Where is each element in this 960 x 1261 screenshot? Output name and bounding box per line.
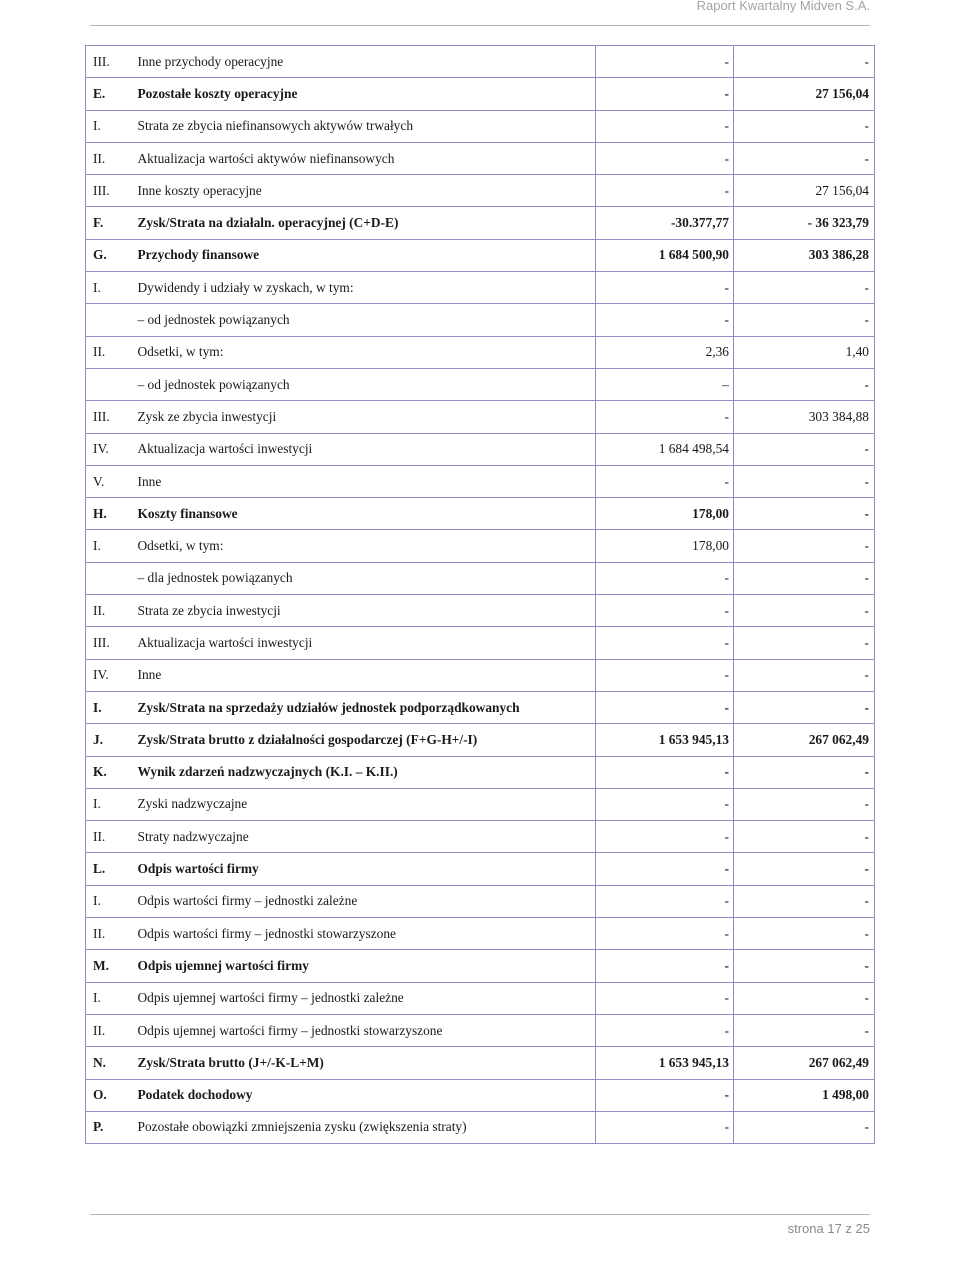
row-value-previous: - <box>734 885 875 917</box>
row-label: Odpis wartości firmy – jednostki stowarzyszone <box>133 918 596 950</box>
row-value-previous: - <box>734 110 875 142</box>
row-value-current: -30.377,77 <box>596 207 734 239</box>
row-code: III. <box>86 46 133 78</box>
table-row <box>86 304 875 336</box>
table-row <box>86 691 875 723</box>
table-row <box>86 756 875 788</box>
page-number: strona 17 z 25 <box>787 1221 870 1236</box>
row-label: Koszty finansowe <box>133 498 596 530</box>
row-code: L. <box>86 853 133 885</box>
table-row <box>86 853 875 885</box>
table-row <box>86 142 875 174</box>
row-value-current: - <box>596 821 734 853</box>
row-label: Pozostałe obowiązki zmniejszenia zysku (zwiększenia straty) <box>133 1111 596 1143</box>
row-value-current: - <box>596 1014 734 1046</box>
row-value-previous: - <box>734 1014 875 1046</box>
row-label: Zysk/Strata na sprzedaży udziałów jednostek podporządkowanych <box>133 691 596 723</box>
table-row <box>86 1014 875 1046</box>
row-code: III. <box>86 627 133 659</box>
table-row <box>86 788 875 820</box>
row-value-previous: - <box>734 465 875 497</box>
row-value-current: - <box>596 659 734 691</box>
row-code: I. <box>86 110 133 142</box>
row-label: Wynik zdarzeń nadzwyczajnych (K.I. – K.II.) <box>133 756 596 788</box>
row-value-current: - <box>596 595 734 627</box>
row-code <box>86 368 133 400</box>
row-code: I. <box>86 530 133 562</box>
row-value-current: 1 653 945,13 <box>596 1047 734 1079</box>
row-label: – dla jednostek powiązanych <box>133 562 596 594</box>
row-label: Zysk/Strata brutto (J+/-K-L+M) <box>133 1047 596 1079</box>
table-row <box>86 918 875 950</box>
row-label: Straty nadzwyczajne <box>133 821 596 853</box>
row-label: – od jednostek powiązanych <box>133 304 596 336</box>
row-value-previous: - <box>734 659 875 691</box>
row-label: Strata ze zbycia niefinansowych aktywów trwałych <box>133 110 596 142</box>
row-value-previous: - <box>734 595 875 627</box>
table-row <box>86 78 875 110</box>
row-value-current: - <box>596 756 734 788</box>
row-label: Inne przychody operacyjne <box>133 46 596 78</box>
row-code: IV. <box>86 433 133 465</box>
row-label: Zysk/Strata na działaln. operacyjnej (C+D-E) <box>133 207 596 239</box>
row-value-previous: - <box>734 46 875 78</box>
row-value-previous: - <box>734 691 875 723</box>
table-row <box>86 1047 875 1079</box>
row-value-previous: 27 156,04 <box>734 78 875 110</box>
table-row <box>86 595 875 627</box>
row-code: J. <box>86 724 133 756</box>
row-value-previous: - <box>734 982 875 1014</box>
table-row <box>86 821 875 853</box>
row-label: Odpis wartości firmy <box>133 853 596 885</box>
table-row <box>86 724 875 756</box>
row-value-previous: 267 062,49 <box>734 1047 875 1079</box>
row-value-current: - <box>596 465 734 497</box>
row-label: Zysk ze zbycia inwestycji <box>133 401 596 433</box>
row-label: Inne koszty operacyjne <box>133 175 596 207</box>
row-value-previous: - <box>734 756 875 788</box>
table-row <box>86 433 875 465</box>
row-value-previous: 1,40 <box>734 336 875 368</box>
row-code: I. <box>86 272 133 304</box>
row-value-current: 1 684 498,54 <box>596 433 734 465</box>
row-value-previous: - <box>734 498 875 530</box>
row-value-current: - <box>596 853 734 885</box>
row-value-previous: - <box>734 950 875 982</box>
row-value-current: - <box>596 1079 734 1111</box>
row-code: II. <box>86 918 133 950</box>
row-code: G. <box>86 239 133 271</box>
row-code: N. <box>86 1047 133 1079</box>
row-code: III. <box>86 401 133 433</box>
row-value-previous: - <box>734 627 875 659</box>
row-value-current: - <box>596 885 734 917</box>
row-value-previous: - <box>734 1111 875 1143</box>
table-row <box>86 530 875 562</box>
row-label: Aktualizacja wartości aktywów niefinansowych <box>133 142 596 174</box>
page-header <box>90 0 870 26</box>
row-value-current: - <box>596 401 734 433</box>
row-label: Odsetki, w tym: <box>133 530 596 562</box>
row-code: I. <box>86 885 133 917</box>
row-value-previous: - <box>734 272 875 304</box>
row-value-current: - <box>596 175 734 207</box>
row-value-current: - <box>596 982 734 1014</box>
table-body <box>86 46 875 1144</box>
row-value-current: - <box>596 918 734 950</box>
financial-statement-table <box>85 45 875 1144</box>
table-row <box>86 1111 875 1143</box>
row-value-current: - <box>596 46 734 78</box>
row-code: P. <box>86 1111 133 1143</box>
table-row <box>86 885 875 917</box>
row-value-previous: 1 498,00 <box>734 1079 875 1111</box>
row-code: III. <box>86 175 133 207</box>
row-value-previous: 267 062,49 <box>734 724 875 756</box>
row-code: K. <box>86 756 133 788</box>
row-value-current: 178,00 <box>596 530 734 562</box>
row-label: Odpis ujemnej wartości firmy – jednostki stowarzyszone <box>133 1014 596 1046</box>
row-value-current: - <box>596 304 734 336</box>
row-label: Aktualizacja wartości inwestycji <box>133 627 596 659</box>
row-value-previous: - <box>734 433 875 465</box>
table-row <box>86 1079 875 1111</box>
table-row <box>86 239 875 271</box>
row-label: Odpis ujemnej wartości firmy – jednostki zależne <box>133 982 596 1014</box>
row-label: Inne <box>133 465 596 497</box>
row-label: Przychody finansowe <box>133 239 596 271</box>
table-row <box>86 465 875 497</box>
row-code <box>86 304 133 336</box>
row-value-previous: - <box>734 821 875 853</box>
row-label: – od jednostek powiązanych <box>133 368 596 400</box>
row-value-previous: - <box>734 304 875 336</box>
row-code: V. <box>86 465 133 497</box>
page-footer <box>90 1214 870 1236</box>
table-row <box>86 110 875 142</box>
row-value-current: - <box>596 78 734 110</box>
row-value-current: - <box>596 691 734 723</box>
row-code: E. <box>86 78 133 110</box>
row-code: II. <box>86 142 133 174</box>
row-value-previous: - <box>734 142 875 174</box>
row-value-previous: 303 384,88 <box>734 401 875 433</box>
table-row <box>86 336 875 368</box>
row-code: M. <box>86 950 133 982</box>
row-value-current: - <box>596 562 734 594</box>
table-row <box>86 659 875 691</box>
row-code: O. <box>86 1079 133 1111</box>
row-value-current: 2,36 <box>596 336 734 368</box>
row-value-current: - <box>596 627 734 659</box>
row-value-current: - <box>596 272 734 304</box>
row-value-current: 1 684 500,90 <box>596 239 734 271</box>
row-label: Dywidendy i udziały w zyskach, w tym: <box>133 272 596 304</box>
row-value-current: - <box>596 142 734 174</box>
row-value-current: - <box>596 950 734 982</box>
table-row <box>86 627 875 659</box>
row-label: Odpis ujemnej wartości firmy <box>133 950 596 982</box>
table-row <box>86 401 875 433</box>
row-value-current: 178,00 <box>596 498 734 530</box>
row-label: Odpis wartości firmy – jednostki zależne <box>133 885 596 917</box>
table-row <box>86 562 875 594</box>
row-value-previous: - <box>734 918 875 950</box>
row-value-previous: - <box>734 368 875 400</box>
table-row <box>86 272 875 304</box>
row-value-previous: 27 156,04 <box>734 175 875 207</box>
row-label: Strata ze zbycia inwestycji <box>133 595 596 627</box>
row-value-previous: - <box>734 788 875 820</box>
row-value-previous: - 36 323,79 <box>734 207 875 239</box>
row-value-current: – <box>596 368 734 400</box>
row-label: Pozostałe koszty operacyjne <box>133 78 596 110</box>
row-code: II. <box>86 336 133 368</box>
table-row <box>86 207 875 239</box>
row-value-previous: - <box>734 562 875 594</box>
row-code: II. <box>86 821 133 853</box>
row-code: II. <box>86 595 133 627</box>
row-code: H. <box>86 498 133 530</box>
table-row <box>86 950 875 982</box>
row-code: I. <box>86 788 133 820</box>
table-row <box>86 498 875 530</box>
report-title: Raport Kwartalny Midven S.A. <box>696 0 870 13</box>
row-label: Inne <box>133 659 596 691</box>
row-value-previous: - <box>734 530 875 562</box>
row-code: II. <box>86 1014 133 1046</box>
row-code: I. <box>86 982 133 1014</box>
row-label: Podatek dochodowy <box>133 1079 596 1111</box>
row-value-current: - <box>596 788 734 820</box>
row-value-current: - <box>596 110 734 142</box>
table-row <box>86 175 875 207</box>
row-code: IV. <box>86 659 133 691</box>
table-row <box>86 982 875 1014</box>
row-value-previous: - <box>734 853 875 885</box>
row-label: Aktualizacja wartości inwestycji <box>133 433 596 465</box>
row-code <box>86 562 133 594</box>
row-label: Odsetki, w tym: <box>133 336 596 368</box>
row-value-previous: 303 386,28 <box>734 239 875 271</box>
row-code: F. <box>86 207 133 239</box>
row-label: Zysk/Strata brutto z działalności gospodarczej (F+G-H+/-I) <box>133 724 596 756</box>
row-value-current: 1 653 945,13 <box>596 724 734 756</box>
row-value-current: - <box>596 1111 734 1143</box>
table-row <box>86 46 875 78</box>
row-label: Zyski nadzwyczajne <box>133 788 596 820</box>
table-row <box>86 368 875 400</box>
row-code: I. <box>86 691 133 723</box>
